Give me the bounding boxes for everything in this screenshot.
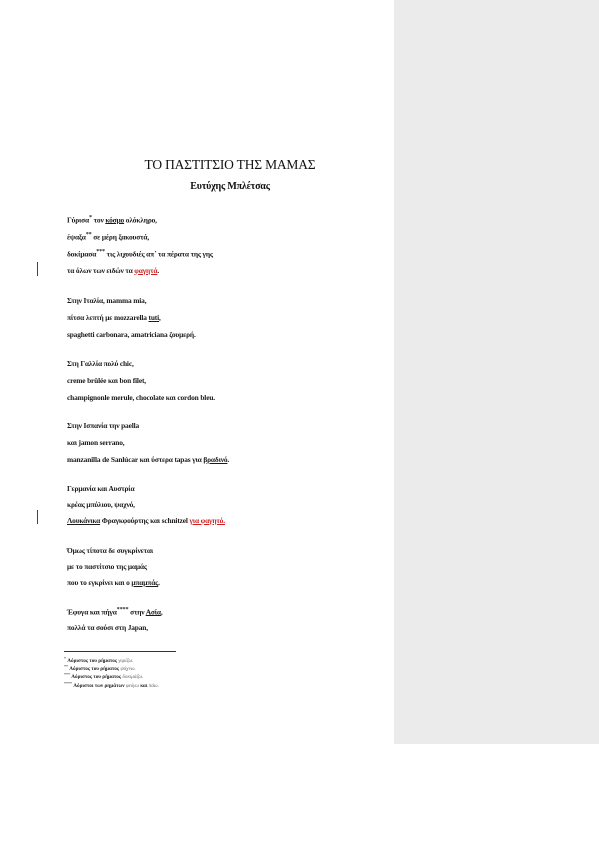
footnote: *** Αόριστος του ρήματος δοκιμάζω. [64,672,144,680]
poem-line: Στην Ιταλία, mamma mia, [67,296,147,305]
revision-change-bar [37,510,38,524]
poem-line: δοκίμασα*** τις λιχουδιές απ΄ τα πέρατα της γης [67,249,213,259]
poem-line: πίτσα λεπτή με mozzarella tuti, [67,313,161,322]
page-bottom-area [0,744,599,848]
poem-line: spaghetti carbonara, amatriciana ζουμερή. [67,330,196,339]
poem-line: Γερμανία και Αυστρία [67,484,135,493]
poem-line: τα όλων των ειδών τα φαγητά. [67,266,160,275]
poem-line: που το εγκρίνει και ο μπαμπάς. [67,578,160,587]
footnote: * Αόριστος του ρήματος γυρίζω. [64,656,134,664]
footnote: ** Αόριστος του ρήματος ψάχνω. [64,664,136,672]
poem-line: Όμως τίποτα δε συγκρίνεται [67,546,154,555]
poem-line: creme brûlée και bon filet, [67,376,146,385]
poem-line: κρέας μπύλιου, ψαχνό, [67,500,135,509]
poem-line: έψαξα** σε μέρη ξακουστά, [67,232,150,242]
document-author: Ευτύχης Μπλέτσας [190,181,270,192]
poem-line: Στη Γαλλία πολύ chic, [67,359,134,368]
poem-line: champignonle merule, chocolate και cordon bleu. [67,393,215,402]
poem-line: Στην Ισπανία την paella [67,421,140,430]
document-title: ΤΟ ΠΑΣΤΙΤΣΙΟ ΤΗΣ ΜΑΜΑΣ [144,157,316,172]
poem-line: Έφυγα και πήγα**** στην Ασία, [67,607,163,617]
poem-line: με το παστίτσιο της μαμάς [67,562,147,571]
poem-line: manzanilla de Sanlúcar και ύστερα tapas για βραδινό. [67,455,230,464]
comments-margin-panel [394,0,599,744]
poem-line: πολλά τα σούσι στη Japan, [67,623,148,632]
footnote-separator [64,651,176,652]
poem-line: Λουκάνικα Φραγκφούρτης και schnitzel για φαγητό. [67,516,225,525]
poem-line: Γύρισα* τον κόσμο ολόκληρο, [67,215,157,225]
revision-change-bar [37,262,38,276]
footnote: **** Αόριστοι των ρημάτων φεύγω και πάω. [64,681,160,689]
poem-line: και jamon serrano, [67,438,125,447]
